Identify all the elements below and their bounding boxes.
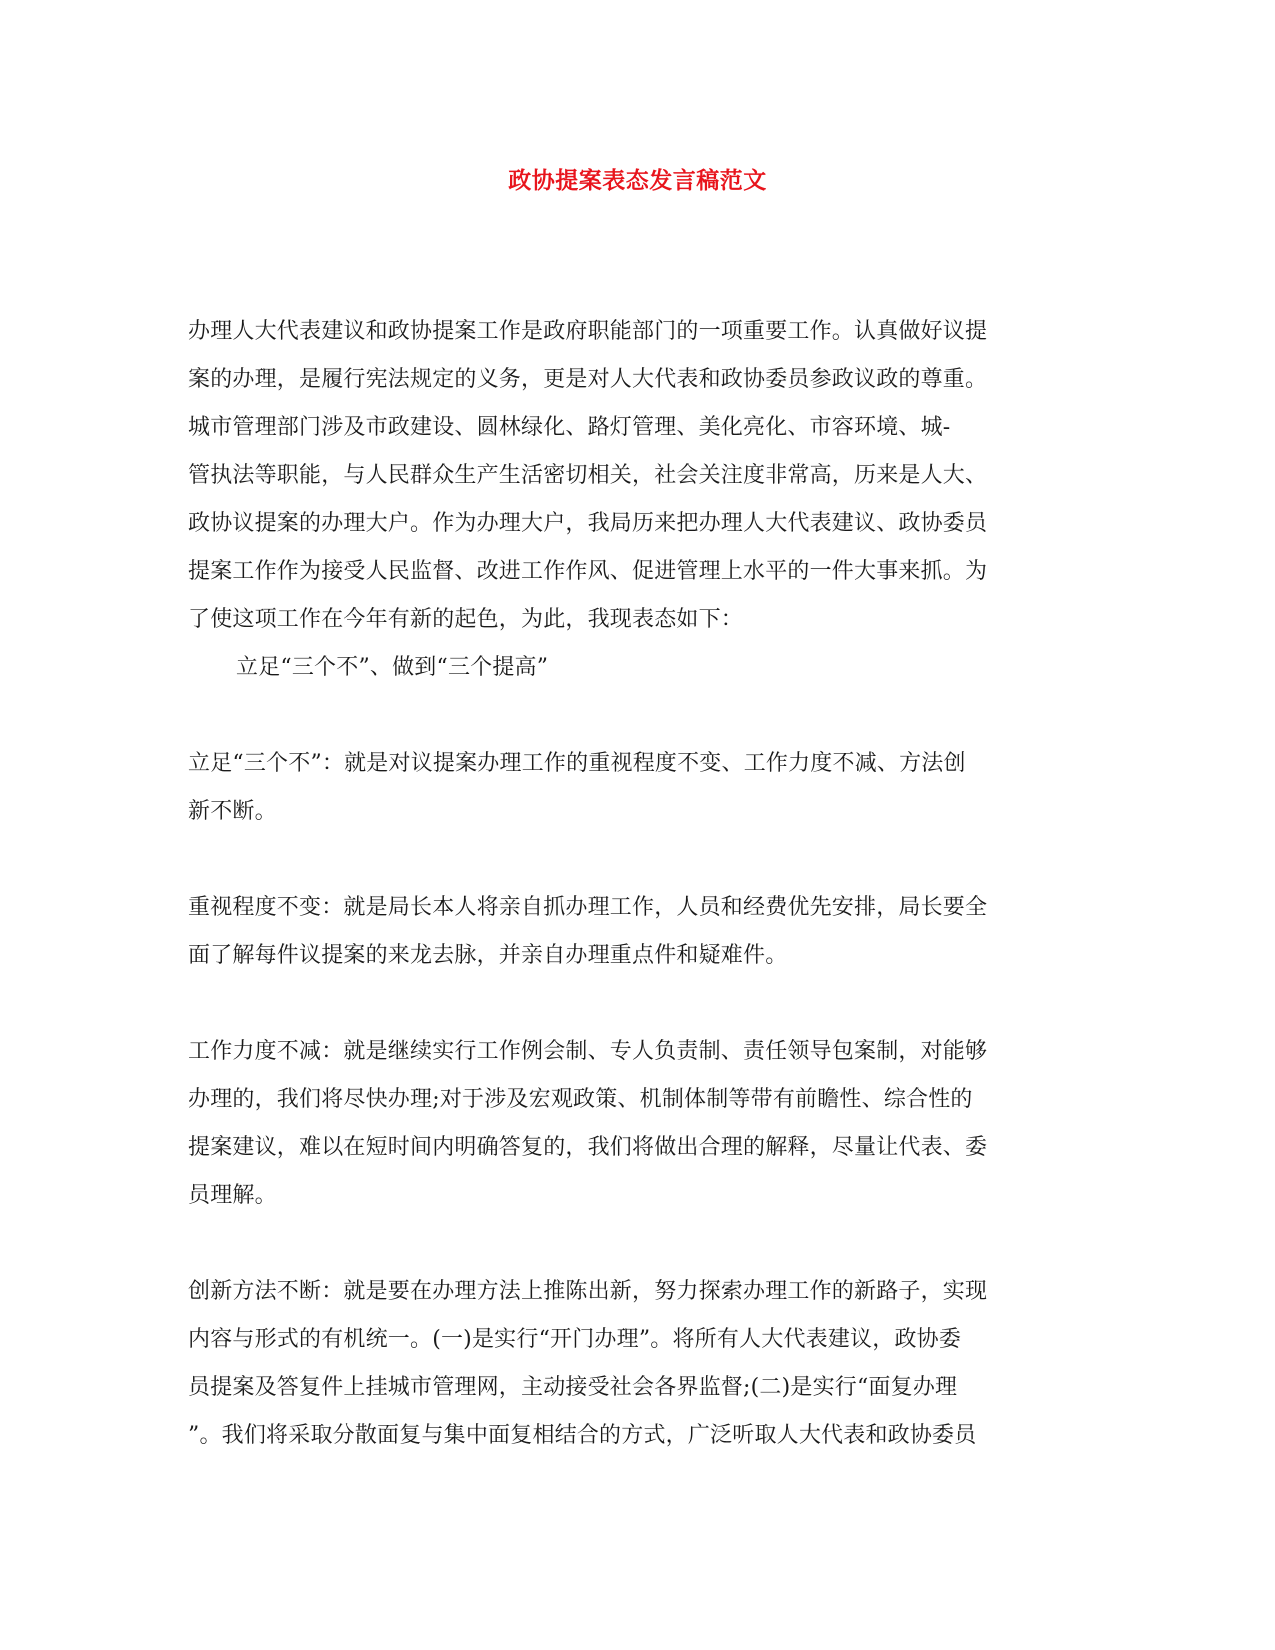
- paragraph-line: 员理解。: [188, 1183, 277, 1208]
- document-body: [188, 308, 1088, 1460]
- paragraph-line: 内容与形式的有机统一。(一)是实行“开门办理”。将所有人大代表建议，政协委: [188, 1327, 962, 1352]
- paragraph-line: 员提案及答复件上挂城市管理网，主动接受社会各界监督;(二)是实行“面复办理: [188, 1375, 958, 1400]
- paragraph-line: 工作力度不减：就是继续实行工作例会制、专人负责制、责任领导包案制，对能够: [188, 1039, 988, 1064]
- document-title: 政协提案表态发言稿范文: [508, 168, 767, 194]
- paragraph-line: 案的办理，是履行宪法规定的义务，更是对人大代表和政协委员参政议政的尊重。: [188, 367, 988, 392]
- paragraph-line: 城市管理部门涉及市政建设、圆林绿化、路灯管理、美化亮化、市容环境、城-: [188, 415, 951, 440]
- paragraph-line: 立足“三个不”：就是对议提案办理工作的重视程度不变、工作力度不减、方法创: [188, 751, 966, 776]
- paragraph-gap: [188, 980, 1088, 1028]
- paragraph-line: 了使这项工作在今年有新的起色，为此，我现表态如下：: [188, 607, 744, 632]
- paragraph-line: ”。我们将采取分散面复与集中面复相结合的方式，广泛听取人大代表和政协委员: [188, 1423, 977, 1448]
- paragraph-line: 管执法等职能，与人民群众生产生活密切相关，社会关注度非常高，历来是人大、: [188, 463, 988, 488]
- paragraph-line: 办理的，我们将尽快办理;对于涉及宏观政策、机制体制等带有前瞻性、综合性的: [188, 1087, 973, 1112]
- paragraph-line: 重视程度不变：就是局长本人将亲自抓办理工作，人员和经费优先安排，局长要全: [188, 895, 988, 920]
- paragraph-line: 新不断。: [188, 799, 277, 824]
- paragraph-line: 提案工作作为接受人民监督、改进工作作风、促进管理上水平的一件大事来抓。为: [188, 559, 988, 584]
- paragraph-line: 政协议提案的办理大户。作为办理大户，我局历来把办理人大代表建议、政协委员: [188, 511, 988, 536]
- paragraph-line: 创新方法不断：就是要在办理方法上推陈出新，努力探索办理工作的新路子，实现: [188, 1279, 988, 1304]
- paragraph-line: 提案建议，难以在短时间内明确答复的，我们将做出合理的解释，尽量让代表、委: [188, 1135, 988, 1160]
- section-heading: 立足“三个不”、做到“三个提高”: [236, 655, 549, 680]
- paragraph-line: 面了解每件议提案的来龙去脉，并亲自办理重点件和疑难件。: [188, 943, 788, 968]
- paragraph-line: 办理人大代表建议和政协提案工作是政府职能部门的一项重要工作。认真做好议提: [188, 319, 988, 344]
- paragraph-gap: [188, 1220, 1088, 1268]
- paragraph-gap: [188, 836, 1088, 884]
- paragraph-gap: [188, 692, 1088, 740]
